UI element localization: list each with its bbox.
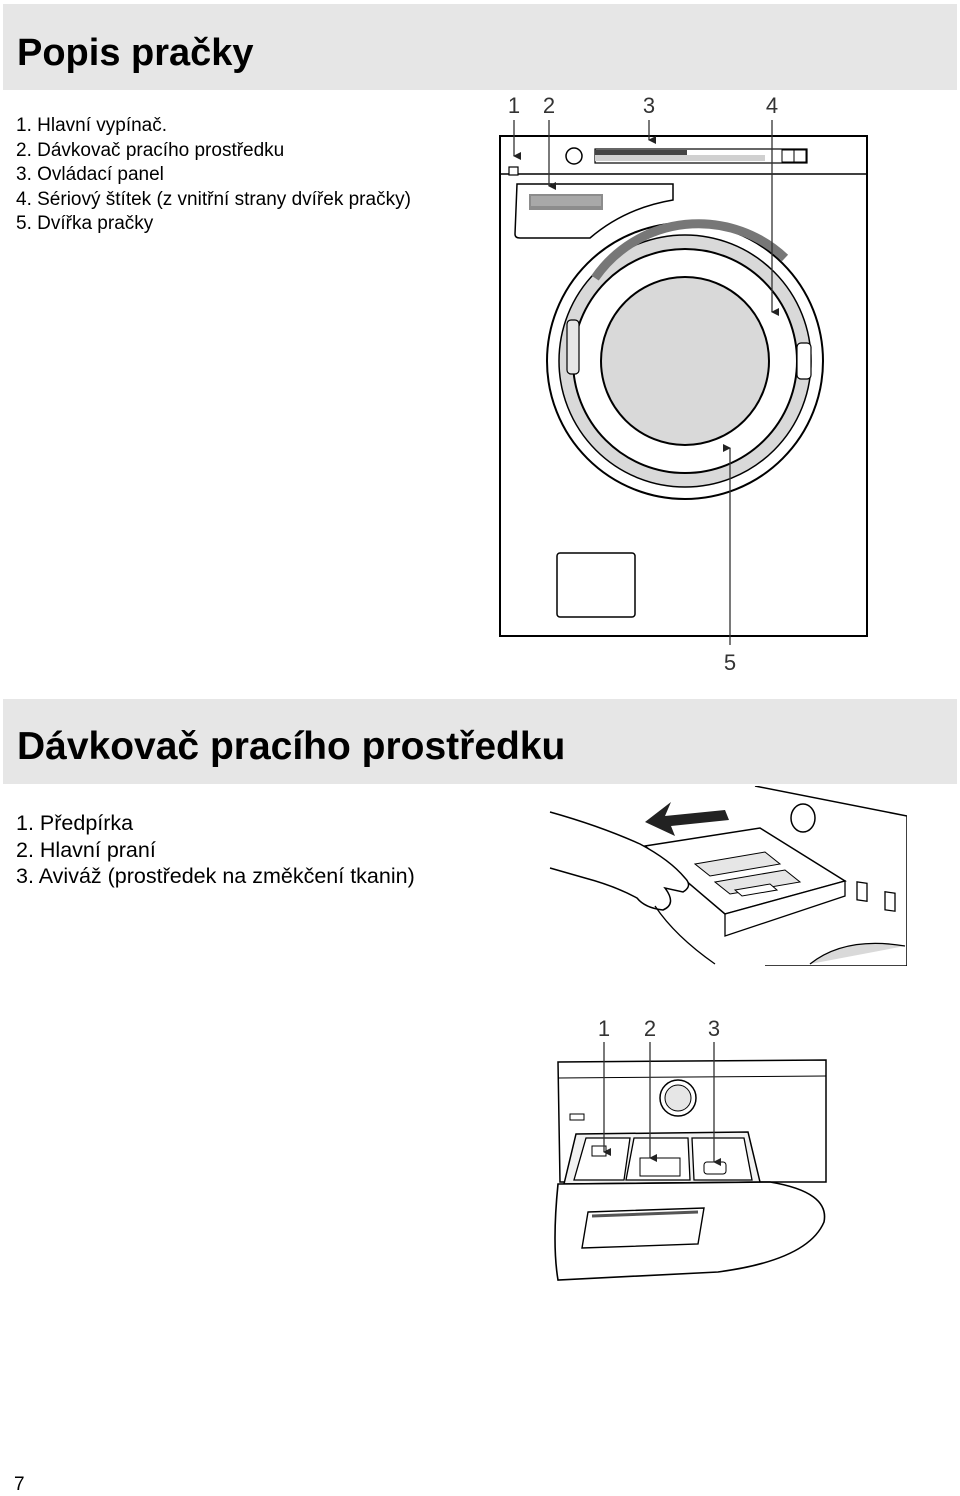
list-item: 1. Předpírka <box>16 811 134 835</box>
section-title: Popis pračky <box>17 32 254 74</box>
callout-2: 2 <box>643 1016 657 1041</box>
callout-3: 3 <box>707 1016 721 1041</box>
dispenser-compartments-list <box>16 810 415 890</box>
list-item: 2. Hlavní praní <box>16 837 156 862</box>
callout-4: 4 <box>765 93 779 118</box>
callout-5: 5 <box>723 650 737 675</box>
washing-machine-illustration <box>495 88 875 678</box>
callout-3: 3 <box>642 93 656 118</box>
drawer-pull-illustration <box>545 786 907 966</box>
list-item: 5. Dvířka pračky <box>16 213 154 234</box>
list-item: 1. Hlavní vypínač. <box>16 115 168 136</box>
section-header-detergent-dispenser <box>3 699 957 784</box>
page-number: 7 <box>14 1474 25 1495</box>
section-header-washer-description <box>3 4 957 90</box>
dispenser-drawer-illustration <box>548 1012 832 1284</box>
callout-1: 1 <box>507 93 521 118</box>
callout-2: 2 <box>542 93 556 118</box>
list-item: 3. Aviváž (prostředek na změkčení tkanin) <box>16 864 415 888</box>
list-item: 3. Ovládací panel <box>16 164 164 185</box>
list-item: 2. Dávkovač pracího prostředku <box>16 139 285 161</box>
list-item: 4. Sériový štítek (z vnitřní strany dvířek pračky) <box>16 188 411 210</box>
section-title: Dávkovač pracího prostředku <box>17 725 566 768</box>
washer-parts-list <box>16 114 411 237</box>
callout-1: 1 <box>597 1016 611 1041</box>
